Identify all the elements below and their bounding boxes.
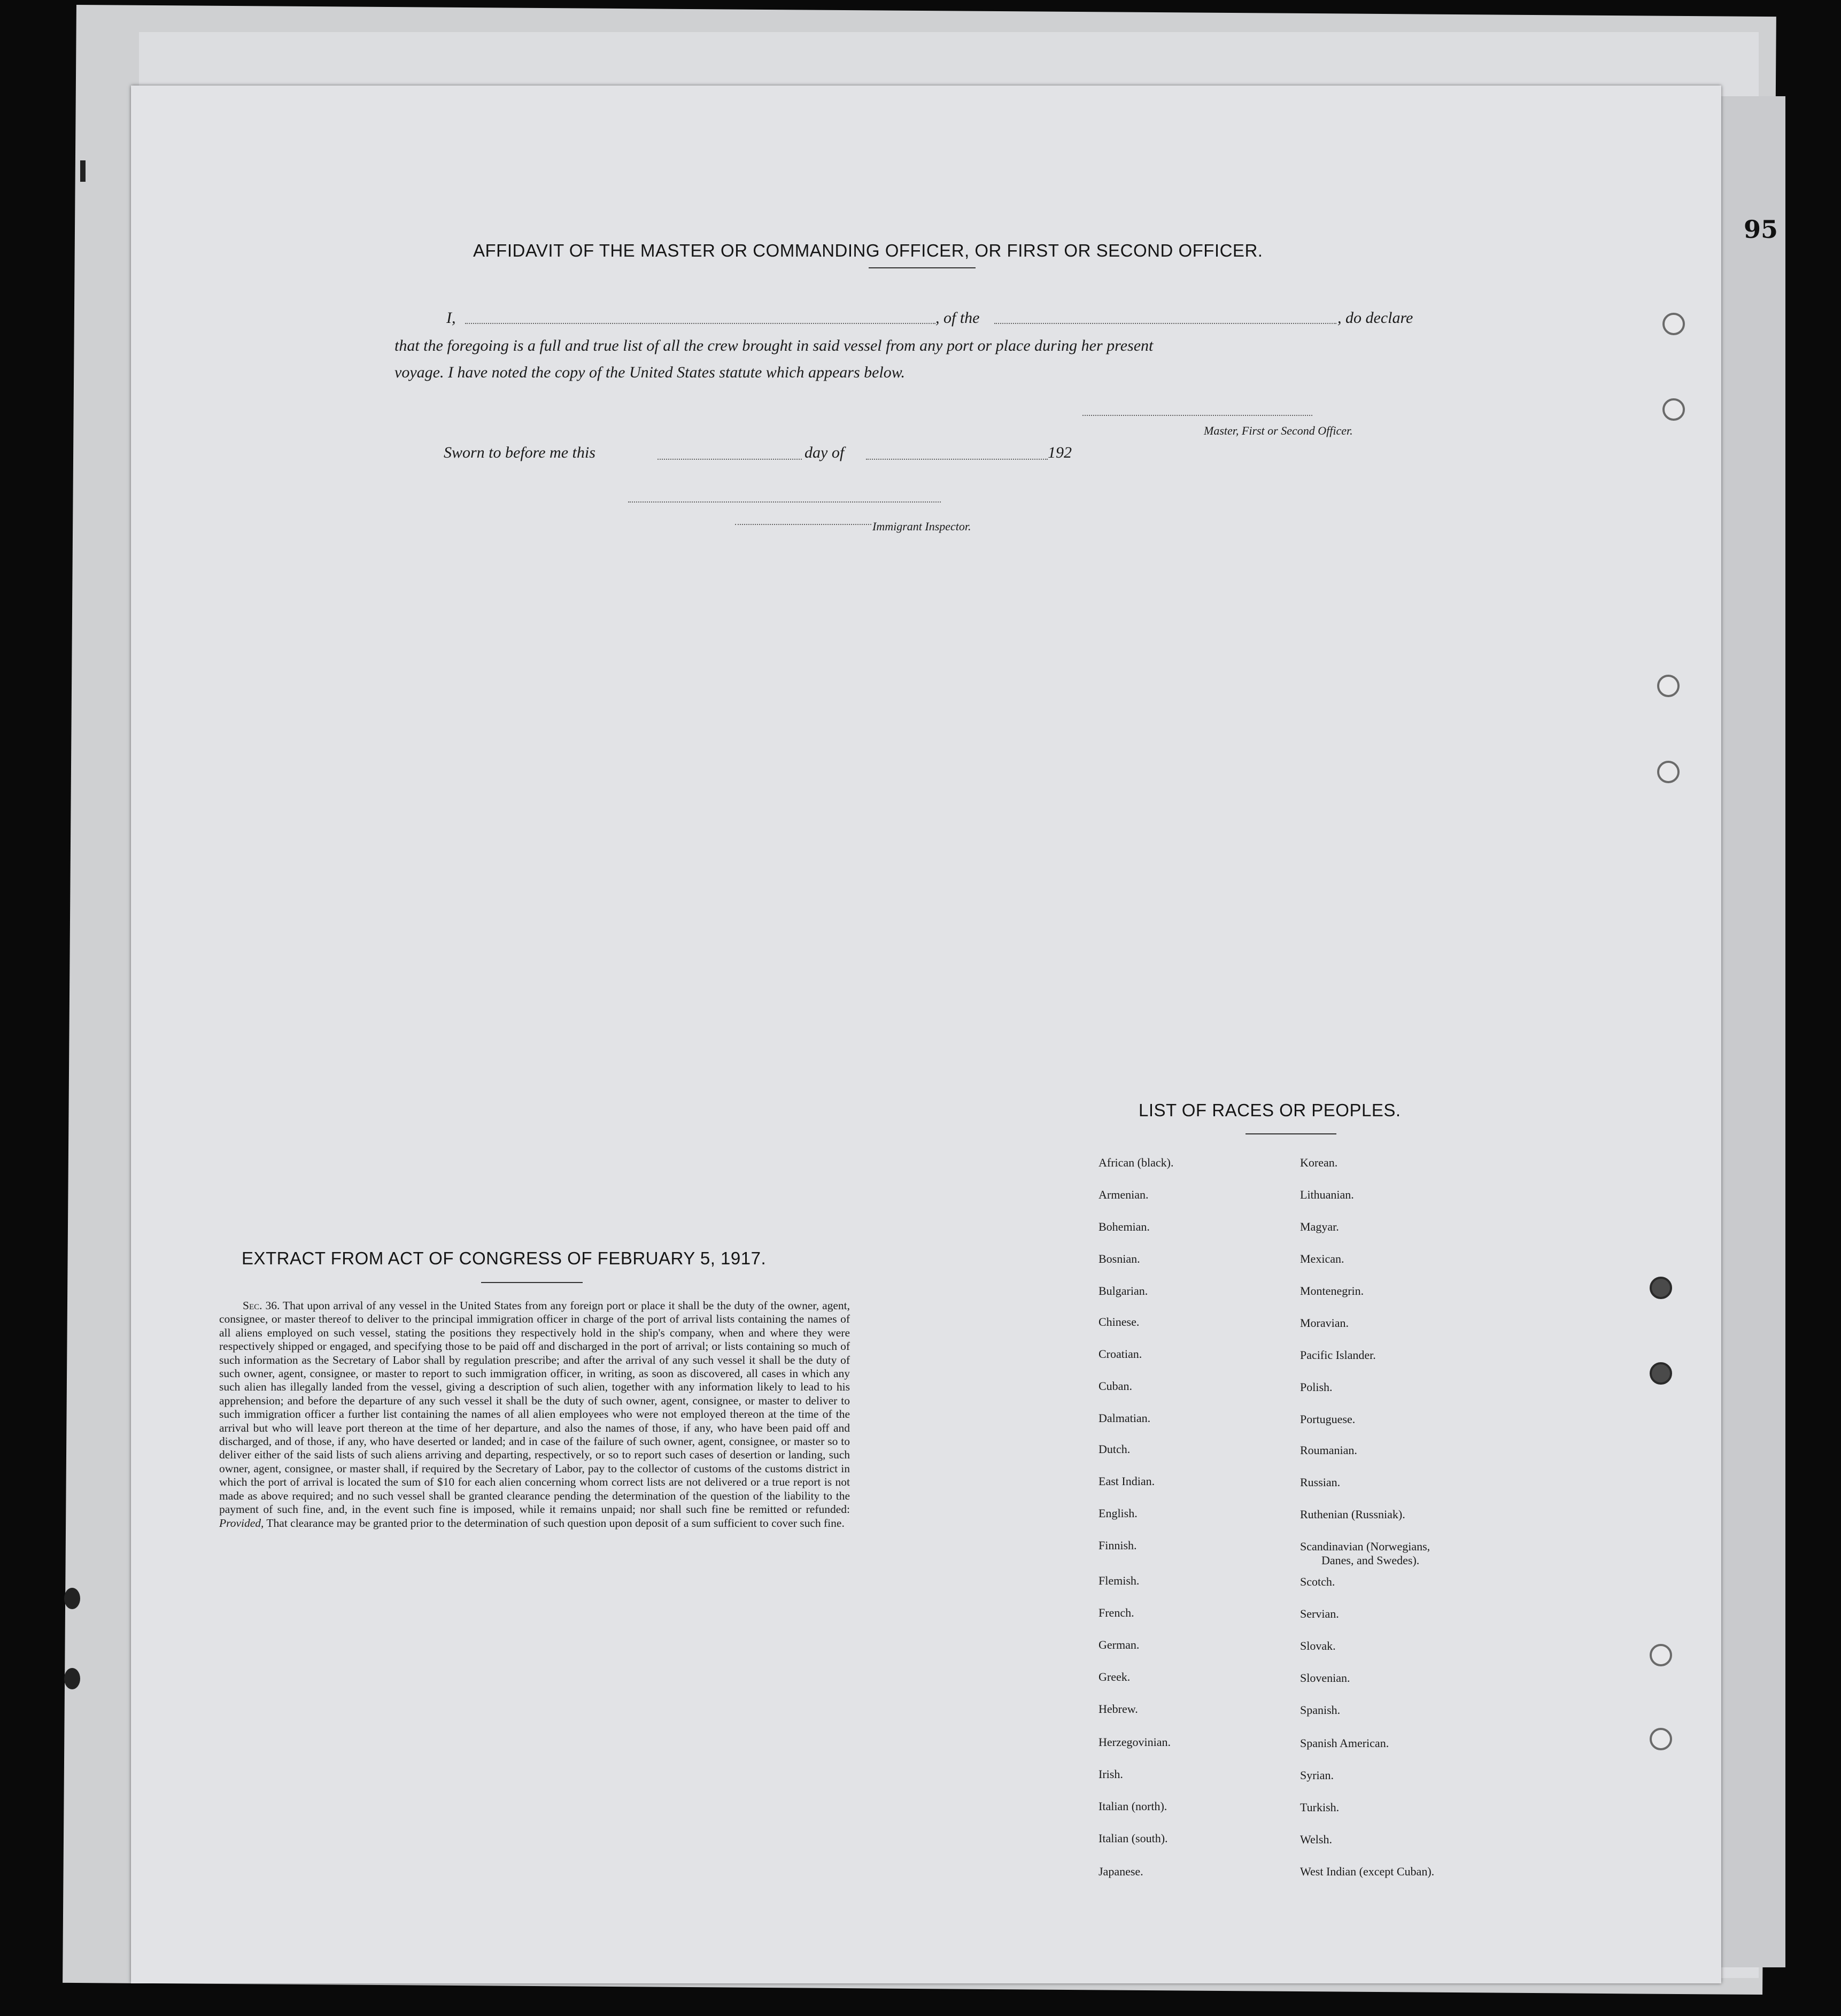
race-item: Turkish. — [1300, 1801, 1340, 1814]
title-rule — [869, 267, 976, 268]
form-page — [131, 86, 1721, 1983]
inspector-signature-blank — [628, 501, 941, 503]
margin-mark — [80, 160, 86, 182]
name-blank — [465, 323, 935, 324]
race-item: Mexican. — [1300, 1252, 1344, 1265]
race-item: Dalmatian. — [1099, 1411, 1151, 1425]
race-item: Armenian. — [1099, 1188, 1149, 1201]
section-label: Sec. 36. — [243, 1299, 280, 1312]
race-item: Spanish American. — [1300, 1736, 1389, 1750]
affidavit-i: I, — [446, 309, 456, 327]
vessel-blank — [994, 323, 1336, 324]
race-item: Korean. — [1300, 1156, 1338, 1169]
extract-body — [219, 1299, 850, 1530]
sworn-prefix: Sworn to before me this — [444, 444, 595, 461]
race-item: Scotch. — [1300, 1575, 1335, 1588]
margin-mark — [64, 1668, 80, 1689]
sworn-year: 192 — [1048, 444, 1072, 461]
race-item: Flemish. — [1099, 1574, 1140, 1587]
race-item: English. — [1099, 1507, 1138, 1520]
races-title: LIST OF RACES OR PEOPLES. — [1139, 1100, 1401, 1120]
provided-text: That clearance may be granted prior to the determination of such question upon deposit of a sum sufficient to cover such fine. — [266, 1516, 845, 1530]
race-item: Greek. — [1099, 1670, 1131, 1683]
race-item: Italian (north). — [1099, 1799, 1167, 1813]
race-item: Bosnian. — [1099, 1252, 1140, 1265]
binder-hole-icon — [1657, 675, 1680, 697]
race-item: Polish. — [1300, 1380, 1333, 1394]
race-item: German. — [1099, 1638, 1140, 1651]
inspector-blank-2 — [735, 524, 871, 525]
extract-rule — [481, 1282, 583, 1283]
affidavit-title: AFFIDAVIT OF THE MASTER OR COMMANDING OFFICER, OR FIRST OR SECOND OFFICER. — [473, 241, 1263, 260]
inspector-caption: Immigrant Inspector. — [872, 520, 971, 533]
races-rule — [1246, 1133, 1336, 1134]
binder-hole-icon — [1650, 1728, 1672, 1750]
race-item: West Indian (except Cuban). — [1300, 1865, 1435, 1878]
race-item: Spanish. — [1300, 1703, 1341, 1717]
signature-caption: Master, First or Second Officer. — [1204, 424, 1353, 437]
binder-hole-icon — [1650, 1277, 1672, 1299]
race-item: French. — [1099, 1606, 1134, 1619]
race-item: Irish. — [1099, 1767, 1123, 1781]
race-item: Welsh. — [1300, 1833, 1332, 1846]
binder-hole-icon — [1662, 398, 1685, 421]
binder-hole-icon — [1662, 313, 1685, 335]
race-item: Lithuanian. — [1300, 1188, 1354, 1201]
race-item: Japanese. — [1099, 1865, 1143, 1878]
race-item: Moravian. — [1300, 1316, 1349, 1330]
race-item: Bohemian. — [1099, 1220, 1150, 1233]
race-item: Finnish. — [1099, 1539, 1137, 1552]
race-item: Croatian. — [1099, 1347, 1142, 1361]
affidavit-line2: that the foregoing is a full and true list of all the crew brought in said vessel from any port or place during her present — [394, 337, 1154, 354]
month-blank — [866, 459, 1048, 460]
race-item: Portuguese. — [1300, 1412, 1356, 1426]
section-body: That upon arrival of any vessel in the United States from any foreign port or place it shall be the duty of the owner, agent, consignee, or master thereof to deliver to the principal immigration officer in charge of the port of arrival lists containing the names of all aliens employed on such vessel, stating the positions they respectively hold in the ship's company, when and where they were respectively shipped or engaged, and specifying those to be paid off and discharged in the port of arrival; or lists containing so much of such information as the Secretary of Labor shall by regulation prescribe; and after the arrival of any such vessel it shall be the duty of such owner, agent, consignee, or master to report to such immigration officer, in writing, as soon as discovered, all cases in which any such alien has illegally landed from the vessel, giving a description of such alien, together with any information likely to lead to his apprehension; and before the departure of any such vessel it shall be the duty of such owner, agent, consignee, or master to deliver to such immigration officer a further list containing the names of all alien employees who were not employed thereon at the time of the arrival but who will leave port thereon at the time of her departure, and also the names of those, if any, who have been paid off and discharged, and of those, if any, who have deserted or landed; and in case of the failure of such owner, agent, consignee, or master so to deliver either of the said lists of such aliens arriving and departing, respectively, or so to report such cases of desertion or landing, such owner, agent, consignee, or master shall, if required by the Secretary of Labor, pay to the collector of customs of the customs district in which the port of arrival is located the sum of $10 for each alien concerning whom correct lists are not delivered or a true report is not made as above required; and no such vessel shall be granted clearance pending the determination of the question of the liability to the payment of such fine, and, in the event such fine is imposed, while it remains unpaid; nor shall such fine be remitted or refunded: — [219, 1299, 850, 1516]
race-item: Bulgarian. — [1099, 1284, 1148, 1297]
race-item: Dutch. — [1099, 1442, 1131, 1456]
race-item: Slovenian. — [1300, 1671, 1350, 1685]
race-item: Cuban. — [1099, 1379, 1132, 1393]
binder-hole-icon — [1650, 1362, 1672, 1385]
day-blank — [658, 459, 802, 460]
provided-label: Provided, — [219, 1516, 264, 1530]
race-item: Servian. — [1300, 1607, 1339, 1620]
race-item: Russian. — [1300, 1476, 1341, 1489]
race-item: Syrian. — [1300, 1768, 1334, 1782]
race-item: Italian (south). — [1099, 1832, 1168, 1845]
margin-mark — [64, 1588, 80, 1609]
race-item-continuation: Danes, and Swedes). — [1321, 1554, 1420, 1567]
signature-blank — [1082, 415, 1312, 416]
race-item: Magyar. — [1300, 1220, 1339, 1233]
race-item: Roumanian. — [1300, 1443, 1357, 1457]
race-item: Slovak. — [1300, 1639, 1336, 1652]
affidavit-of-the: , of the — [935, 309, 980, 327]
sworn-day-of: day of — [805, 444, 845, 461]
binder-hole-icon — [1657, 761, 1680, 783]
race-item: Ruthenian (Russniak). — [1300, 1508, 1405, 1521]
race-item: Hebrew. — [1099, 1702, 1138, 1716]
affidavit-do-declare: , do declare — [1337, 309, 1413, 327]
race-item: East Indian. — [1099, 1474, 1155, 1488]
extract-title: EXTRACT FROM ACT OF CONGRESS OF FEBRUARY 5, 1917. — [242, 1248, 767, 1268]
race-item: Scandinavian (Norwegians, — [1300, 1540, 1430, 1553]
right-sheet-edge — [1721, 96, 1785, 1967]
page-number: 95 — [1744, 215, 1778, 244]
affidavit-line3: voyage. I have noted the copy of the United States statute which appears below. — [394, 364, 906, 381]
race-item: Pacific Islander. — [1300, 1348, 1376, 1362]
race-item: Herzegovinian. — [1099, 1735, 1171, 1749]
binder-hole-icon — [1650, 1644, 1672, 1666]
race-item: Montenegrin. — [1300, 1284, 1364, 1297]
race-item: Chinese. — [1099, 1315, 1140, 1328]
race-item: African (black). — [1099, 1156, 1174, 1169]
